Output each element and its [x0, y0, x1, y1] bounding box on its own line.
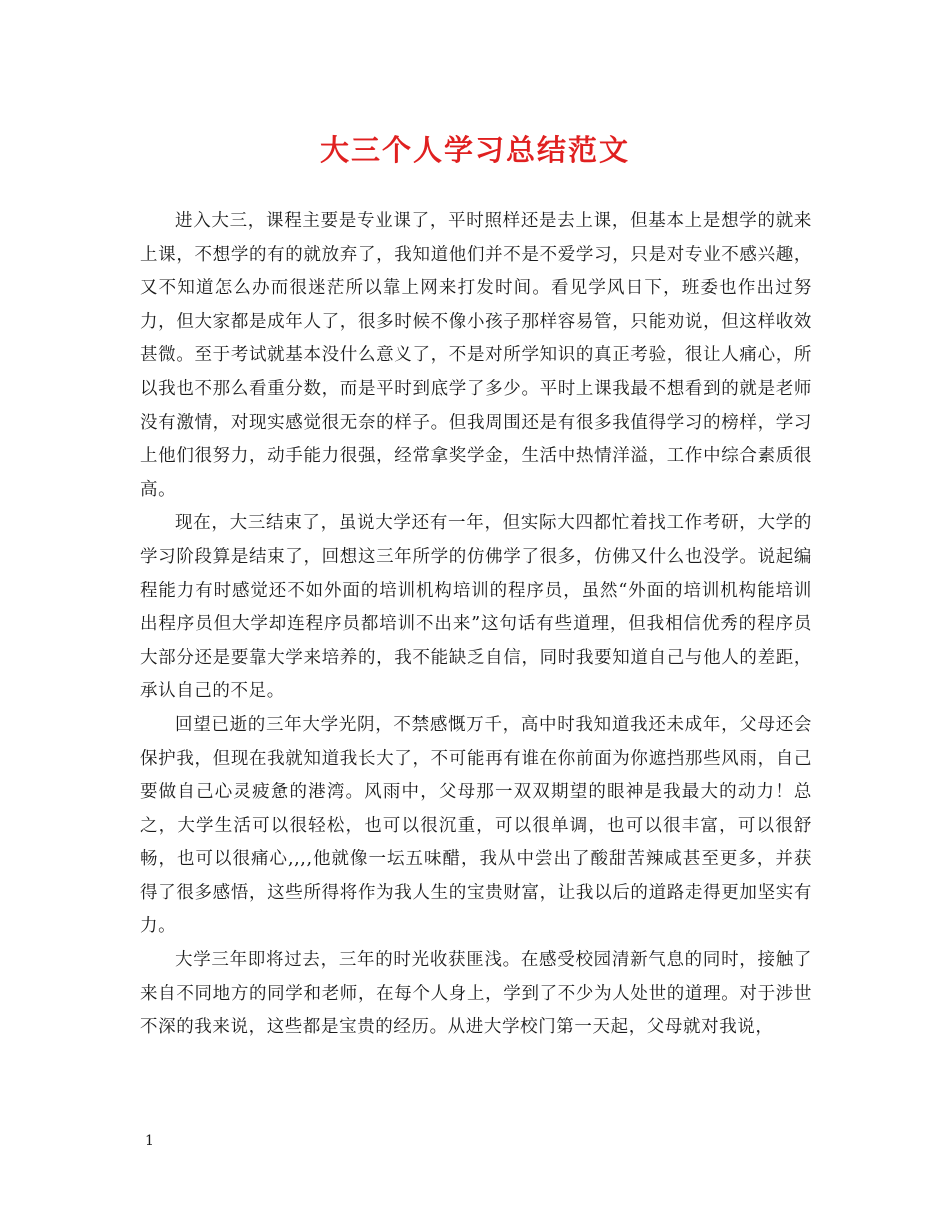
paragraph: 现在，大三结束了，虽说大学还有一年，但实际大四都忙着找工作考研，大学的学习阶段算是结束了，回想这三年所学的仿佛学了很多，仿佛又什么也没学。说起编程能力有时感觉还不如外面的培训机构培训的程序员，虽然“外面的培训机构能培训出程序员但大学却连程序员都培训不出来”这句话有些道理，但我相信优秀的程序员大部分还是要靠大学来培养的，我不能缺乏自信，同时我要知道自己与他人的差距，承认自己的不足。: [140, 513, 812, 702]
paragraph: 进入大三，课程主要是专业课了，平时照样还是去上课，但基本上是想学的就来上课，不想学的有的就放弃了，我知道他们并不是不爱学习，只是对专业不感兴趣，又不知道怎么办而很迷茫所以靠上网来打发时间。看见学风日下，班委也作出过努力，但大家都是成年人了，很多时候不像小孩子那样容易管，只能劝说，但这样收效甚微。至于考试就基本没什么意义了，不是对所学知识的真正考验，很让人痛心，所以我也不那么看重分数，而是平时到底学了多少。平时上课我最不想看到的就是老师没有激情，对现实感觉很无奈的样子。但我周围还是有很多我值得学习的榜样，学习上他们很努力，动手能力很强，经常拿奖学金，生活中热情洋溢，工作中综合素质很高。: [140, 211, 812, 500]
document-title: 大三个人学习总结范文: [319, 133, 630, 167]
document-body: [140, 205, 812, 1045]
page-number: 1: [145, 1133, 154, 1149]
paragraph: 回望已逝的三年大学光阴，不禁感慨万千，高中时我知道我还未成年，父母还会保护我，但现在我就知道我长大了，不可能再有谁在你前面为你遮挡那些风雨，自己要做自己心灵疲惫的港湾。风雨中，父母那一双双期望的眼神是我最大的动力！总之，大学生活可以很轻松，也可以很沉重，可以很单调，也可以很丰富，可以很舒畅，也可以很痛心,,,,他就像一坛五味醋，我从中尝出了酸甜苦辣咸甚至更多，并获得了很多感悟，这些所得将作为我人生的宝贵财富，让我以后的道路走得更加坚实有力。: [140, 714, 812, 937]
paragraph: 大学三年即将过去，三年的时光收获匪浅。在感受校园清新气息的同时，接触了来自不同地方的同学和老师，在每个人身上，学到了不少为人处世的道理。对于涉世不深的我来说，这些都是宝贵的经历。从进大学校门第一天起，父母就对我说，: [140, 950, 812, 1038]
